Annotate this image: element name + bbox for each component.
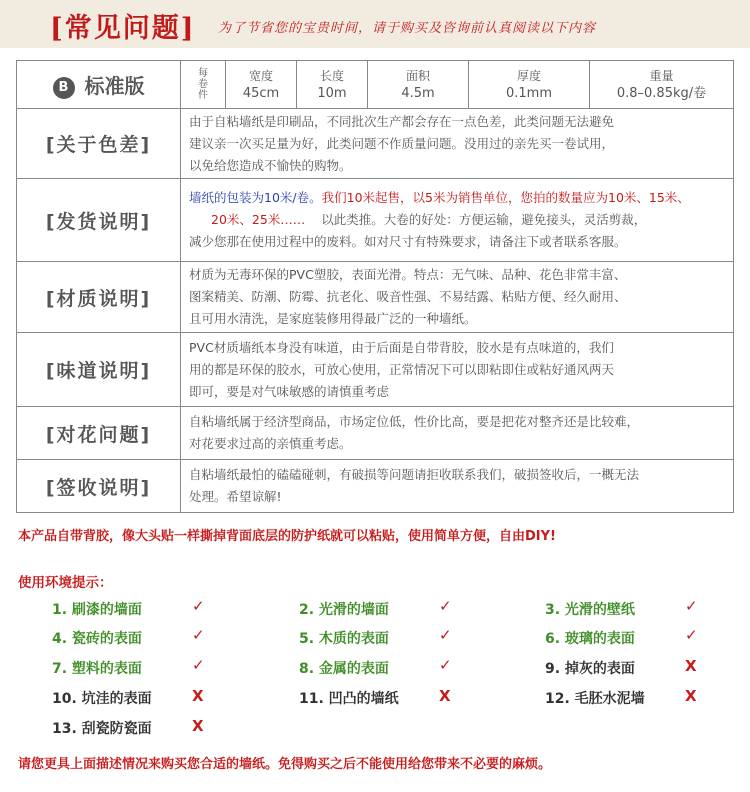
receipt-label: [签收说明] (17, 460, 181, 513)
smell-label: [味道说明] (17, 333, 181, 407)
thickness-label: 厚度 (516, 68, 541, 83)
pattern-text (181, 407, 734, 460)
color-text (181, 109, 734, 179)
ship-text (181, 179, 734, 262)
smell-row (17, 333, 734, 407)
width-cell (226, 61, 297, 109)
env-item: 11. 凹凸的墙纸 (299, 691, 399, 707)
thickness-value: 0.1mm (505, 85, 552, 101)
receipt-line: 自粘墙纸最怕的磕磕碰刺，有破损等问题请拒收联系我们，破损签收后，一概无法 (189, 467, 640, 482)
area-cell (368, 61, 469, 109)
weight-cell (590, 61, 734, 109)
length-label: 长度 (319, 68, 344, 83)
width-label: 宽度 (248, 68, 273, 83)
color-line: 建议亲一次买足量为好，此类问题不作质量问题。没用过的亲先买一卷试用， (189, 135, 615, 151)
area-label: 面积 (405, 68, 430, 83)
pattern-row (17, 407, 734, 460)
receipt-row (17, 460, 734, 513)
env-item: 3. 光滑的壁纸 (545, 602, 635, 618)
footer-note: 请您更具上面描述情况来购买您合适的墙纸。免得购买之后不能使用给您带来不必要的麻烦。 (18, 757, 552, 772)
env-title: 使用环境提示： (18, 575, 113, 591)
env-item: 12. 毛胚水泥墙 (545, 691, 645, 707)
per-roll-cell (181, 61, 226, 109)
cross-icon: X (192, 687, 204, 705)
check-icon: ✓ (439, 656, 452, 674)
smell-line: 用的都是环保的胶水，可放心使用，正常情况下可以即粘即住或粘好通风两天 (189, 361, 615, 377)
smell-line: 即可，要是对气味敏感的请慎重考虑 (189, 383, 390, 399)
per-roll-char: 卷 (198, 79, 208, 90)
material-text (181, 262, 734, 333)
check-icon: ✓ (685, 626, 698, 644)
check-icon: ✓ (192, 597, 205, 615)
weight-label: 重量 (649, 68, 674, 83)
cross-icon: X (439, 687, 451, 705)
version-label: 标准版 (84, 74, 145, 98)
area-value: 4.5m (401, 85, 435, 101)
ship-pack-text: 墙纸的包装为10米/卷。 (189, 190, 322, 205)
material-row (17, 262, 734, 333)
ship-length-examples: 20米、25米…… (211, 212, 306, 227)
env-item: 13. 刮瓷防瓷面 (52, 721, 152, 737)
per-roll-char: 每 (198, 68, 208, 79)
ship-benefit-text: 以此类推。大卷的好处：方便运输，避免接头，灵活剪裁， (321, 212, 647, 227)
pattern-line: 自粘墙纸属于经济型商品，市场定位低，性价比高，要是把花对整齐还是比较难， (189, 414, 640, 429)
faq-table (16, 60, 734, 513)
length-value: 10m (317, 85, 347, 101)
color-row (17, 109, 734, 179)
smell-text (181, 333, 734, 407)
material-line: 图案精美、防潮、防霉、抗老化、吸音性强、不易结露、粘贴方便、经久耐用、 (189, 289, 627, 304)
check-icon: ✓ (439, 597, 452, 615)
per-roll-char: 件 (198, 90, 208, 101)
env-item: 2. 光滑的墙面 (299, 602, 389, 618)
width-value: 45cm (242, 85, 280, 101)
pattern-line: 对花要求过高的亲慎重考虑。 (189, 436, 352, 451)
env-item: 7. 塑料的表面 (52, 661, 142, 677)
ship-label: [发货说明] (17, 179, 181, 262)
color-label: [关于色差] (17, 109, 181, 179)
receipt-text (181, 460, 734, 513)
spec-row (17, 61, 734, 109)
material-label: [材质说明] (17, 262, 181, 333)
receipt-line: 处理。希望谅解! (189, 489, 282, 504)
env-item: 8. 金属的表面 (299, 661, 389, 677)
env-item: 4. 瓷砖的表面 (52, 631, 142, 647)
header-note: 为了节省您的宝贵时间，请于购买及咨询前认真阅读以下内容 (218, 21, 597, 36)
check-icon: ✓ (192, 656, 205, 674)
material-line: 且可用水清洗，是家庭装修用得最广泛的一种墙纸。 (189, 311, 477, 326)
color-line: 以免给您造成不愉快的购物。 (189, 157, 352, 173)
b-badge-icon: B (53, 77, 75, 99)
version-cell (17, 61, 181, 109)
backing-note: 本产品自带背胶，像大头贴一样撕掉背面底层的防护纸就可以粘贴，使用简单方便，自由DIY! (18, 529, 556, 544)
env-item: 10. 坑洼的表面 (52, 691, 152, 707)
color-line: 由于自粘墙纸是印刷品，不同批次生产都会存在一点色差，此类问题无法避免 (189, 113, 615, 129)
cross-icon: X (192, 717, 204, 735)
pattern-label: [对花问题] (17, 407, 181, 460)
ship-unit-text: 我们10米起售，以5米为销售单位，您拍的数量应为10米、15米、 (321, 190, 690, 205)
check-icon: ✓ (685, 597, 698, 615)
header-banner (0, 0, 750, 48)
check-icon: ✓ (439, 626, 452, 644)
ship-line: 减少您那在使用过程中的废料。如对尺寸有特殊要求，请备注下或者联系客服。 (189, 234, 627, 249)
material-line: 材质为无毒环保的PVC塑胶，表面光滑。特点：无气味、品种、花色非常丰富、 (189, 267, 627, 282)
length-cell (297, 61, 368, 109)
cross-icon: X (685, 687, 697, 705)
ship-row (17, 179, 734, 262)
env-item: 6. 玻璃的表面 (545, 631, 635, 647)
env-item: 5. 木质的表面 (299, 631, 389, 647)
header-title: [常见问题] (50, 13, 196, 44)
env-item: 9. 掉灰的表面 (545, 661, 635, 677)
cross-icon: X (685, 657, 697, 675)
check-icon: ✓ (192, 626, 205, 644)
weight-value: 0.8–0.85kg/卷 (616, 85, 707, 101)
env-item: 1. 刷漆的墙面 (52, 602, 142, 618)
smell-line: PVC材质墙纸本身没有味道，由于后面是自带背胶，胶水是有点味道的，我们 (189, 339, 614, 355)
thickness-cell (469, 61, 590, 109)
